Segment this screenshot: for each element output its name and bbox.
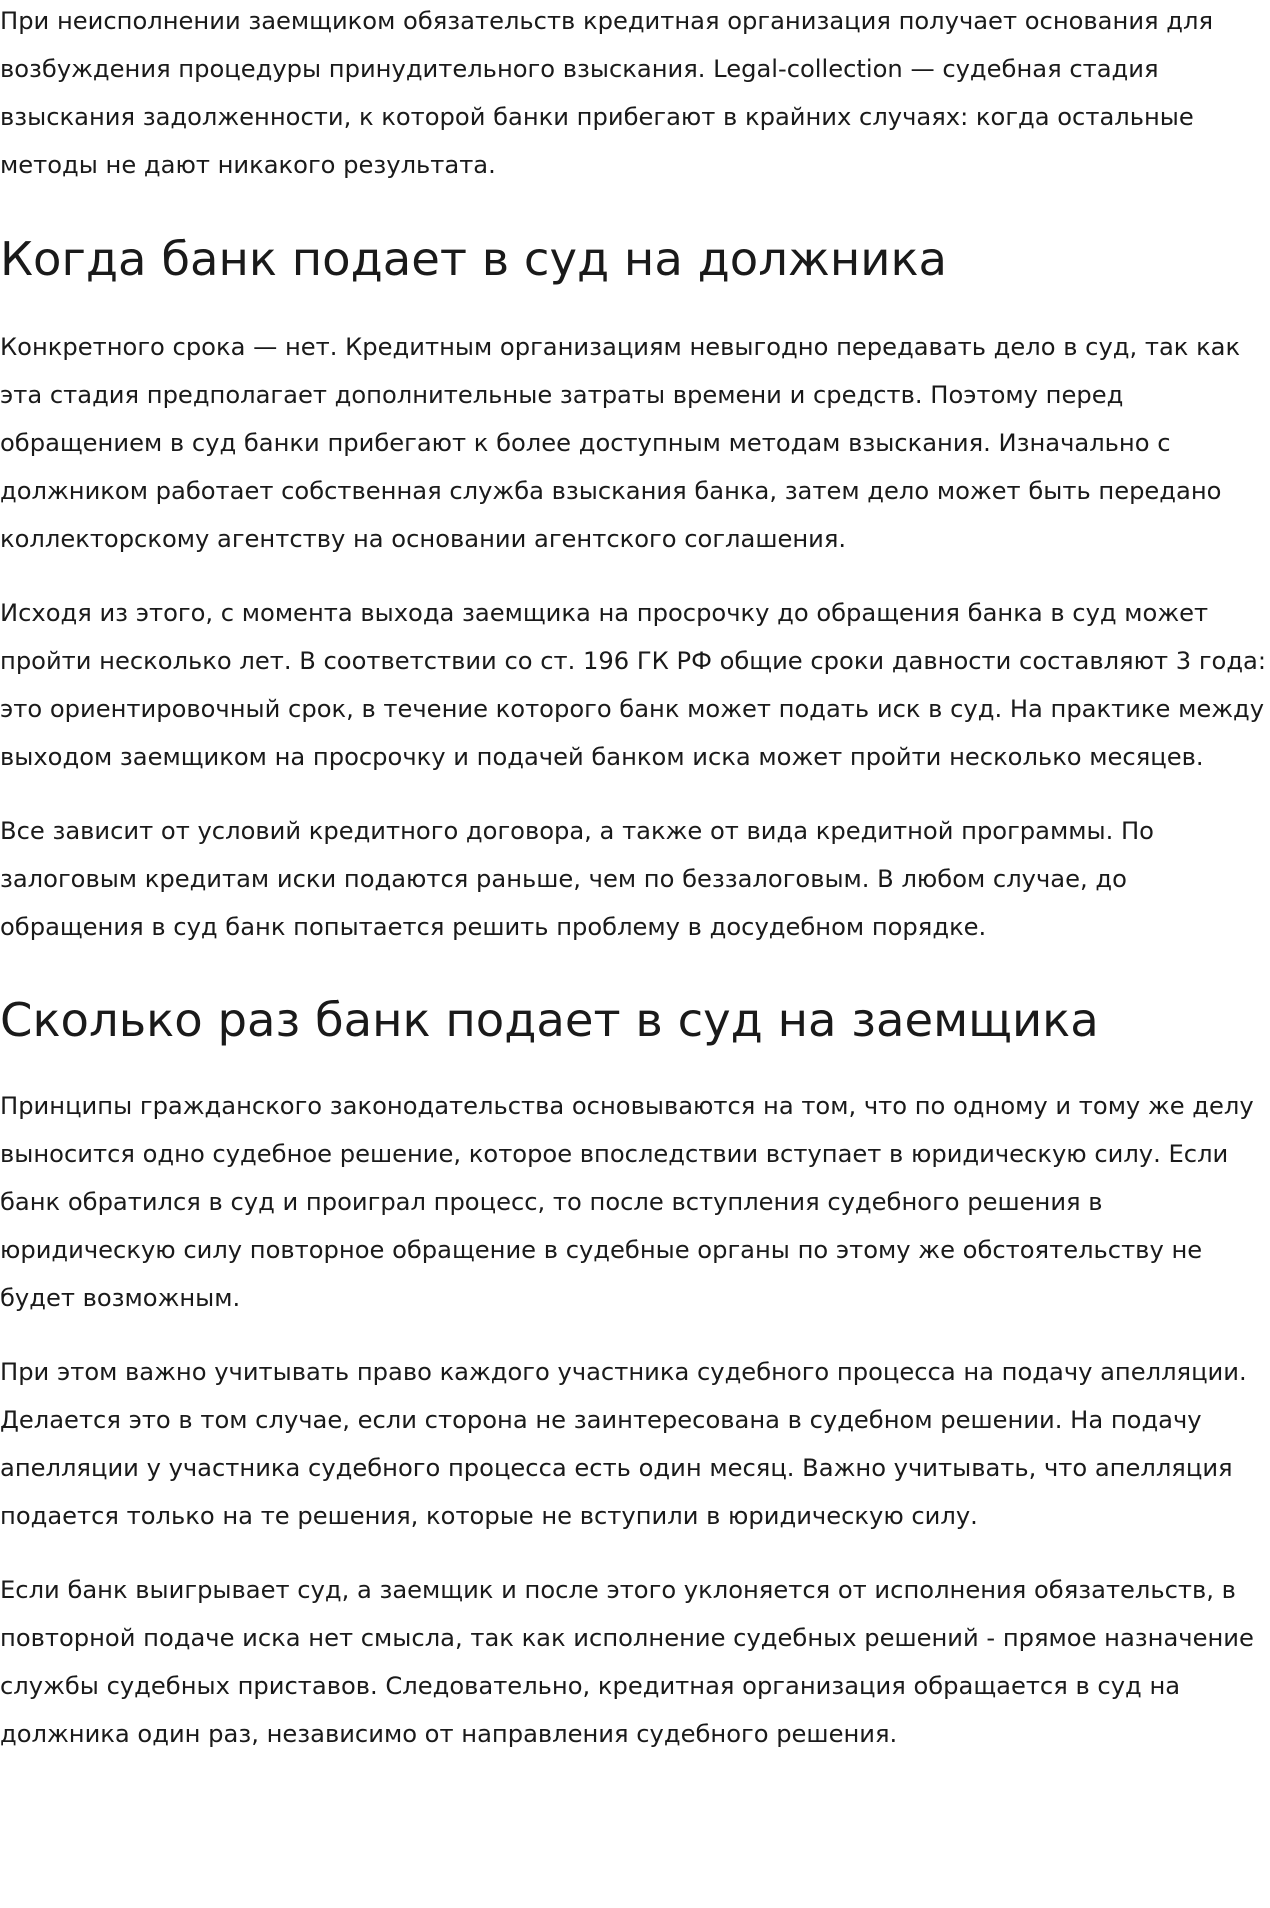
paragraph: Конкретного срока — нет. Кредитным организациям невыгодно передавать дело в суд, так как эта стадия предполагает дополнительные затраты времени и средств. Поэтому перед обращением в суд банки прибегают к более доступным методам взыскания. Изначально с должником работает собственная служба взыскания банка, затем дело может быть передано коллекторскому агентству на основании агентского соглашения. <box>0 333 1241 553</box>
section-heading: Когда банк подает в суд на должника <box>0 232 948 286</box>
paragraph: Если банк выигрывает суд, а заемщик и после этого уклоняется от исполнения обязательств, в повторной подаче иска нет смысла, так как исполнение судебных решений - прямое назначение службы судебных приставов. Следовательно, кредитная организация обращается в суд на должника один раз, независимо от направления судебного решения. <box>0 1576 1254 1748</box>
paragraph: Все зависит от условий кредитного договора, а также от вида кредитной программы. По залоговым кредитам иски подаются раньше, чем по беззалоговым. В любом случае, до обращения в суд банк попытается решить проблему в досудебном порядке. <box>0 817 1154 941</box>
section-heading: Сколько раз банк подает в суд на заемщика <box>0 993 1099 1047</box>
paragraph: Исходя из этого, с момента выхода заемщика на просрочку до обращения банка в суд может пройти несколько лет. В соответствии со ст. 196 ГК РФ общие сроки давности составляют 3 года: это ориентировочный срок, в течение которого банк может подать иск в суд. На практике между выходом заемщиком на просрочку и подачей банком иска может пройти несколько месяцев. <box>0 599 1267 771</box>
paragraph: При этом важно учитывать право каждого участника судебного процесса на подачу апелляции. Делается это в том случае, если сторона не заинтересована в судебном решении. На подачу апелляции у участника судебного процесса есть один месяц. Важно учитывать, что апелляция подается только на те решения, которые не вступили в юридическую силу. <box>0 1358 1247 1530</box>
paragraph: Принципы гражданского законодательства основываются на том, что по одному и тому же делу выносится одно судебное решение, которое впоследствии вступает в юридическую силу. Если банк обратился в суд и проиграл процесс, то после вступления судебного решения в юридическую силу повторное обращение в судебные органы по этому же обстоятельству не будет возможным. <box>0 1092 1254 1312</box>
intro-paragraph: При неисполнении заемщиком обязательств кредитная организация получает основания для возбуждения процедуры принудительного взыскания. Legal-collection — судебная стадия взыскания задолженности, к которой банки прибегают в крайних случаях: когда остальные методы не дают никакого результата. <box>0 7 1214 179</box>
